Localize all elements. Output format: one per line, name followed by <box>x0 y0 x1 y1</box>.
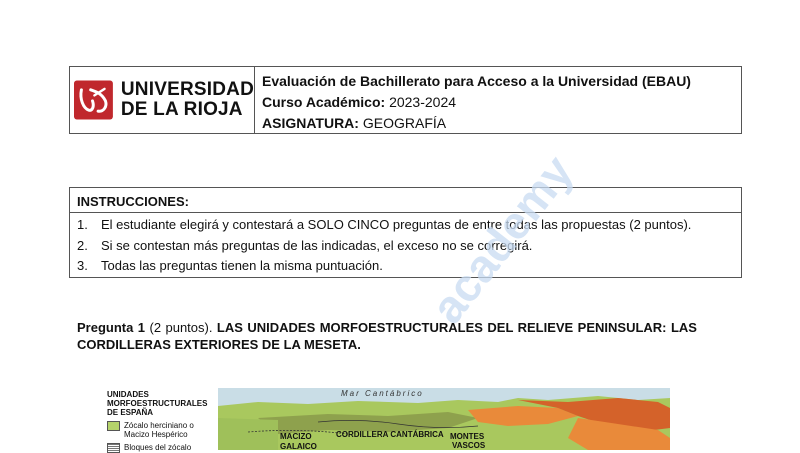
instructions-table <box>69 187 742 278</box>
instruction-text: El estudiante elegirá y contestará a SOLO CINCO preguntas de entre todas las propuestas (2 puntos). <box>101 217 692 232</box>
university-logo-mark-icon <box>74 79 113 121</box>
legend-title: UNIDADES MORFOESTRUCTURALES DE ESPAÑA <box>107 390 208 417</box>
legend-label: Bloques del zócalo <box>124 443 192 452</box>
legend-swatch <box>107 421 120 431</box>
legend-label: Zócalo herciniano o Macizo Hespérico <box>124 421 194 439</box>
university-logo <box>70 67 255 133</box>
relief-map <box>218 388 670 450</box>
legend-item <box>107 421 219 439</box>
instruction-text: Si se contestan más preguntas de las indicadas, el exceso no se corregirá. <box>101 237 533 253</box>
instruction-number: 3. <box>77 258 88 273</box>
university-name-line1: UNIVERSIDAD <box>120 79 254 100</box>
instruction-item <box>77 236 741 257</box>
course-value: 2023-2024 <box>389 94 457 110</box>
instruction-item <box>77 215 741 236</box>
instructions-list <box>70 213 741 277</box>
question-label: Pregunta 1 <box>77 320 146 335</box>
legend-swatch <box>107 443 120 453</box>
instructions-title: INSTRUCCIONES: <box>70 188 741 213</box>
instruction-number: 1. <box>77 217 88 232</box>
map-label-galaico: GALAICO <box>280 442 317 450</box>
instruction-number: 2. <box>77 237 88 253</box>
question-points: (2 puntos). <box>149 320 213 335</box>
map-label-macizo: MACIZO <box>280 432 312 441</box>
map-legend <box>107 390 219 453</box>
question-1 <box>77 319 697 353</box>
university-name-line2: DE LA RIOJA <box>120 99 243 120</box>
sea-label: Mar Cantábrico <box>341 389 424 398</box>
subject-value: GEOGRAFÍA <box>362 115 447 131</box>
question-title: LAS UNIDADES MORFOESTRUCTURALES DEL RELIEVE PENINSULAR: LAS CORDILLERAS EXTERIORES DE LA MESETA. <box>77 320 697 352</box>
exam-info <box>255 67 691 133</box>
subject-label: ASIGNATURA: <box>262 115 359 131</box>
instruction-text: Todas las preguntas tienen la misma puntuación. <box>101 258 383 273</box>
map-label-vascos: VASCOS <box>452 441 486 450</box>
map-label-montes: MONTES <box>450 432 485 441</box>
exam-title: Evaluación de Bachillerato para Acceso a la Universidad (EBAU) <box>262 73 691 89</box>
map-label-cordillera-cantabrica: CORDILLERA CANTÁBRICA <box>336 430 444 439</box>
watermark: academy <box>420 145 584 333</box>
exam-header-table <box>69 66 742 134</box>
university-name <box>121 80 254 120</box>
legend-item <box>107 443 219 453</box>
course-label: Curso Académico: <box>262 94 386 110</box>
instruction-item <box>77 256 741 277</box>
